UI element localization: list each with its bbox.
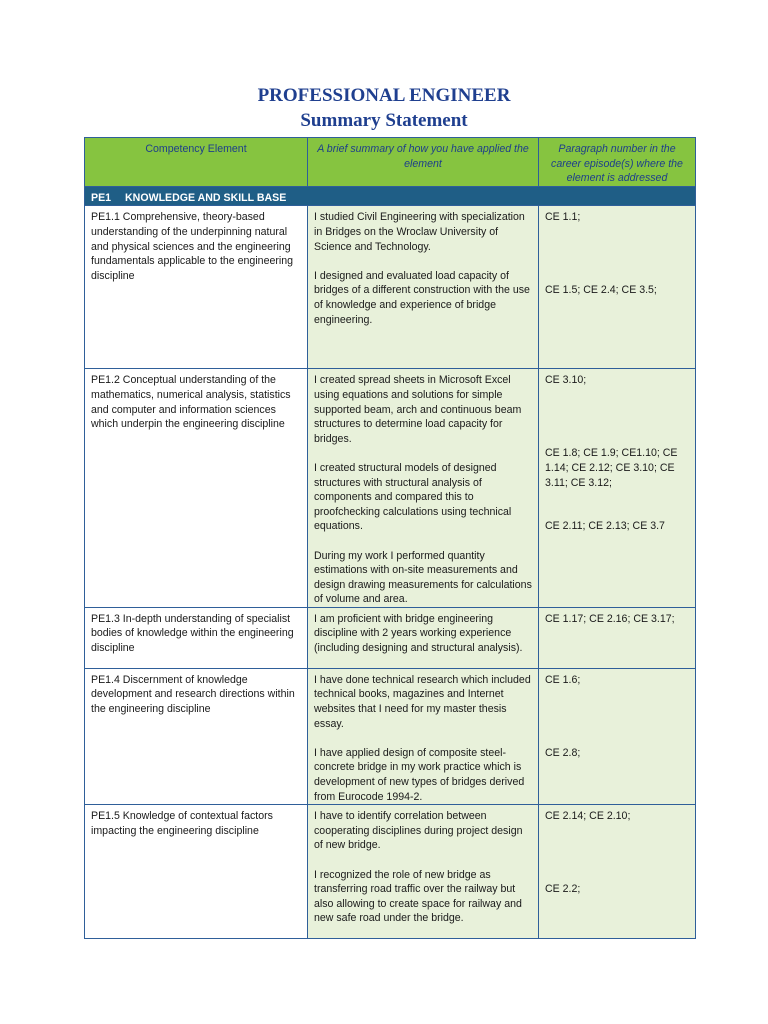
section-row [85,186,696,206]
competency-element-cell: PE1.5 Knowledge of contextual factors impacting the engineering discipline [85,805,308,939]
summary-paragraph: I created spread sheets in Microsoft Excel using equations and solutions for simple supported beam, arch and continuous beam structures to determine load capacity for bridges. [314,374,522,445]
section-heading [85,186,696,206]
reference-cell [539,206,696,369]
summary-paragraph: During my work I performed quantity estimations with on-site measurements and design drawing measurements for calculations of volume and area. [314,549,532,606]
table-row [85,805,696,939]
summary-cell [308,805,539,939]
table-header-row [85,138,696,187]
reference-cell [539,668,696,804]
table-row [85,607,696,668]
summary-cell [308,668,539,804]
summary-paragraph: I designed and evaluated load capacity of bridges of a different construction with the use of knowledge and experience of bridge engineering. [314,269,530,326]
summary-paragraph: I am proficient with bridge engineering discipline with 2 years working experience (including designing and structural analysis). [314,612,523,655]
reference-entry: CE 2.8; [545,746,581,759]
summary-paragraph: I have done technical research which included technical books, magazines and Internet websites that I need for my master thesis essay. [314,673,531,730]
summary-cell [308,607,539,668]
header-paragraph-number: Paragraph number in the career episode(s) where the element is addressed [539,138,696,187]
summary-paragraph: I have applied design of composite steel-concrete bridge in my work practice which is development of new types of bridges derived from Eurocode 1994-2. [314,746,525,803]
reference-entry: CE 2.14; CE 2.10; [545,810,631,823]
reference-cell [539,369,696,608]
reference-entry: CE 2.2; [545,883,581,896]
summary-cell [308,206,539,369]
reference-entry: CE 3.10; [545,374,587,387]
reference-entry: CE 1.5; CE 2.4; CE 3.5; [545,284,657,297]
competency-element-cell: PE1.2 Conceptual understanding of the mathematics, numerical analysis, statistics and computer and information sciences which underpin the engineering discipline [85,369,308,608]
summary-paragraph: I have to identify correlation between cooperating disciplines during project design of new bridge. [314,810,523,852]
header-competency-element: Competency Element [85,138,308,187]
summary-table [84,137,696,939]
competency-element-cell: PE1.1 Comprehensive, theory-based understanding of the underpinning natural and physical sciences and the engineering fundamentals applicable to the engineering discipline [85,206,308,369]
reference-entry: CE 2.11; CE 2.13; CE 3.7 [545,520,665,533]
summary-paragraph: I created structural models of designed structures with structural analysis of components and compared this to proofchecking calculations using technical equations. [314,461,512,533]
document-title: PROFESSIONAL ENGINEER [257,85,511,106]
reference-entry: CE 1.1; [545,211,581,224]
summary-cell [308,369,539,608]
document-subtitle: Summary Statement [300,110,468,131]
reference-cell [539,805,696,939]
table-row [85,369,696,608]
summary-paragraph: I recognized the role of new bridge as transferring road traffic over the railway but also allowing to create space for railway and new safe road under the bridge. [314,868,522,925]
reference-entry: CE 1.6; [545,673,581,686]
competency-element-cell: PE1.3 In-depth understanding of specialist bodies of knowledge within the engineering discipline [85,607,308,668]
reference-cell [539,607,696,668]
table-row [85,206,696,369]
table-row [85,668,696,804]
header-brief-summary: A brief summary of how you have applied the element [308,138,539,187]
section-code: PE1 [91,191,112,204]
competency-element-cell: PE1.4 Discernment of knowledge development and research directions within the engineering discipline [85,668,308,804]
section-title: KNOWLEDGE AND SKILL BASE [125,191,287,204]
reference-entry: CE 1.8; CE 1.9; CE1.10; CE 1.14; CE 2.12; CE 3.10; CE 3.11; CE 3.12; [545,447,678,489]
summary-paragraph: I studied Civil Engineering with specialization in Bridges on the Wroclaw University of Science and Technology. [314,211,525,253]
reference-entry: CE 1.17; CE 2.16; CE 3.17; [545,612,675,625]
